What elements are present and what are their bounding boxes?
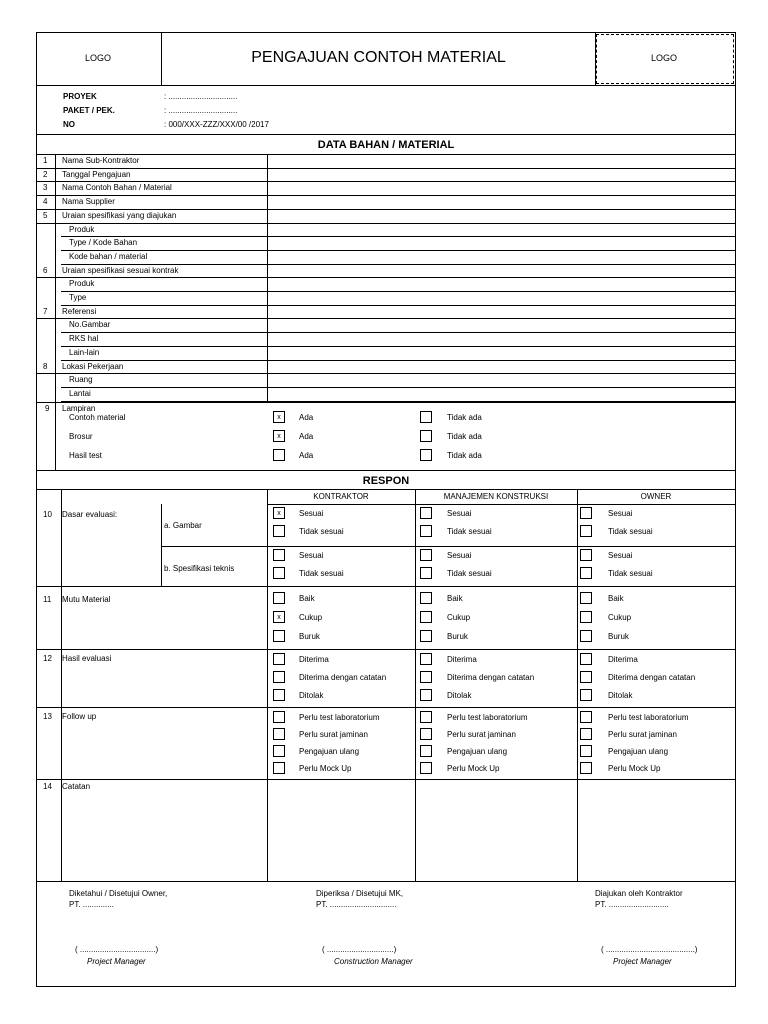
- checkbox-hasil-evaluasi[interactable]: [273, 671, 285, 683]
- row-value-field[interactable]: [269, 361, 729, 372]
- meta-label-no: NO: [63, 120, 75, 129]
- catatan-field[interactable]: [65, 793, 725, 873]
- checkbox-sesuai[interactable]: [580, 507, 592, 519]
- row-value-field[interactable]: [269, 182, 729, 193]
- option-hasil-label: Diterima: [447, 655, 477, 664]
- option-hasil-label: Ditolak: [299, 691, 324, 700]
- option-tidak-ada-label: Tidak ada: [447, 451, 482, 460]
- page-title: PENGAJUAN CONTOH MATERIAL: [251, 49, 506, 66]
- option-follow-up-label: Perlu Mock Up: [447, 764, 500, 773]
- row-label: Type: [69, 293, 87, 302]
- row-value-field[interactable]: [269, 265, 729, 276]
- row-label: RKS hal: [69, 334, 99, 344]
- checkbox-tidak-sesuai[interactable]: [273, 567, 285, 579]
- signature-0-role: Project Manager: [87, 957, 146, 966]
- option-tidak-ada-label: Tidak ada: [447, 413, 482, 422]
- option-sesuai-label: Sesuai: [608, 509, 633, 518]
- row-10-sub-a: a. Gambar: [164, 521, 202, 530]
- option-sesuai-label: Sesuai: [299, 551, 324, 560]
- option-follow-up-label: Pengajuan ulang: [447, 747, 508, 756]
- row-value-field[interactable]: [269, 333, 729, 344]
- checkbox-follow-up[interactable]: [273, 745, 285, 757]
- option-hasil-label: Diterima: [608, 655, 638, 664]
- option-ada-label: Ada: [299, 432, 314, 441]
- lampiran-item-label: Brosur: [69, 432, 93, 441]
- option-hasil-label: Ditolak: [608, 691, 633, 700]
- option-follow-up-label: Perlu test laboratorium: [299, 713, 380, 722]
- row-label: Tanggal Pengajuan: [62, 169, 131, 179]
- option-mutu-label: Buruk: [299, 632, 320, 641]
- option-tidak-sesuai-label: Tidak sesuai: [299, 569, 344, 578]
- checkbox-hasil-evaluasi[interactable]: [580, 671, 592, 683]
- checkbox-ada[interactable]: x: [273, 430, 285, 442]
- logo-right: LOGO: [651, 53, 678, 63]
- checkbox-hasil-evaluasi[interactable]: [273, 689, 285, 701]
- checkbox-mutu[interactable]: [580, 630, 592, 642]
- signature-2-line2: PT. ...........................: [595, 900, 669, 909]
- checkbox-sesuai[interactable]: [273, 549, 285, 561]
- row-label: Referensi: [62, 306, 97, 316]
- checkbox-sesuai[interactable]: [420, 507, 432, 519]
- checkbox-tidak-ada[interactable]: [420, 449, 432, 461]
- row-10-label: Dasar evaluasi:: [62, 510, 118, 519]
- checkbox-mutu[interactable]: [580, 611, 592, 623]
- row-value-field[interactable]: [269, 224, 729, 235]
- option-sesuai-label: Sesuai: [447, 509, 472, 518]
- option-hasil-label: Ditolak: [447, 691, 472, 700]
- checkbox-hasil-evaluasi[interactable]: [420, 671, 432, 683]
- row-value-field[interactable]: [269, 347, 729, 358]
- signature-2-blank[interactable]: ( ........................................): [601, 945, 698, 954]
- row-value-field[interactable]: [269, 292, 729, 303]
- row-value-field[interactable]: [269, 155, 729, 166]
- row-label: Lain-lain: [69, 347, 100, 357]
- signature-1-blank[interactable]: ( ..............................): [322, 945, 397, 954]
- row-12-label: Hasil evaluasi: [62, 654, 112, 663]
- option-follow-up-label: Perlu test laboratorium: [447, 713, 528, 722]
- signature-1-line2: PT. ..............................: [316, 900, 397, 909]
- signature-0-blank[interactable]: ( ..................................): [75, 945, 159, 954]
- checkbox-tidak-ada[interactable]: [420, 411, 432, 423]
- row-number: 6: [43, 265, 48, 275]
- row-value-field[interactable]: [269, 319, 729, 330]
- row-13-label: Follow up: [62, 712, 97, 721]
- row-11-number: 11: [43, 595, 52, 604]
- signature-0-line2: PT. ..............: [69, 900, 114, 909]
- row-value-field[interactable]: [269, 278, 729, 289]
- column-manajemen-konstruksi: MANAJEMEN KONSTRUKSI: [443, 492, 549, 501]
- row-number: 1: [43, 156, 48, 165]
- option-hasil-label: Diterima dengan catatan: [608, 673, 696, 682]
- option-ada-label: Ada: [299, 413, 314, 422]
- checkbox-hasil-evaluasi[interactable]: [273, 653, 285, 665]
- row-value-field[interactable]: [269, 388, 729, 399]
- row-9-label: Lampiran: [62, 404, 96, 413]
- row-number: 3: [43, 183, 48, 193]
- lampiran-item-label: Hasil test: [69, 451, 102, 460]
- option-mutu-label: Cukup: [299, 613, 323, 622]
- row-value-field[interactable]: [269, 237, 729, 248]
- checkbox-follow-up[interactable]: [273, 711, 285, 723]
- option-follow-up-label: Perlu surat jaminan: [608, 730, 677, 739]
- row-number: 2: [43, 169, 48, 179]
- option-tidak-sesuai-label: Tidak sesuai: [447, 527, 492, 536]
- signature-0-line1: Diketahui / Disetujui Owner,: [69, 889, 168, 898]
- option-hasil-label: Diterima dengan catatan: [447, 673, 535, 682]
- option-follow-up-label: Perlu Mock Up: [608, 764, 661, 773]
- row-14-number: 14: [43, 782, 52, 791]
- row-label: Nama Sub-Kontraktor: [62, 156, 140, 165]
- section-data-material-title: DATA BAHAN / MATERIAL: [317, 139, 455, 151]
- row-13-number: 13: [43, 712, 52, 721]
- row-label: No.Gambar: [69, 320, 111, 330]
- checkbox-ada[interactable]: x: [273, 411, 285, 423]
- checkbox-hasil-evaluasi[interactable]: [580, 653, 592, 665]
- column-owner: OWNER: [640, 492, 672, 501]
- signature-2-line1: Diajukan oleh Kontraktor: [595, 889, 683, 898]
- checkbox-tidak-sesuai[interactable]: [420, 525, 432, 537]
- meta-label-paket: PAKET / PEK.: [63, 106, 115, 115]
- option-tidak-ada-label: Tidak ada: [447, 432, 482, 441]
- option-follow-up-label: Perlu surat jaminan: [447, 730, 516, 739]
- meta-value-proyek[interactable]: : ...............................: [164, 92, 238, 101]
- row-value-field[interactable]: [269, 210, 729, 221]
- checkbox-hasil-evaluasi[interactable]: [420, 689, 432, 701]
- checkbox-sesuai[interactable]: x: [273, 507, 285, 519]
- checkbox-sesuai[interactable]: [580, 549, 592, 561]
- checkbox-sesuai[interactable]: [420, 549, 432, 561]
- checkbox-mutu[interactable]: [273, 592, 285, 604]
- option-follow-up-label: Perlu Mock Up: [299, 764, 352, 773]
- option-tidak-sesuai-label: Tidak sesuai: [608, 527, 653, 536]
- section-respon-title: RESPON: [362, 475, 410, 487]
- checkbox-mutu[interactable]: [420, 630, 432, 642]
- row-label: Lantai: [69, 388, 91, 398]
- option-ada-label: Ada: [299, 451, 314, 460]
- option-mutu-label: Baik: [447, 594, 463, 603]
- checkbox-follow-up[interactable]: [580, 711, 592, 723]
- row-value-field[interactable]: [269, 196, 729, 207]
- row-9-number: 9: [45, 404, 50, 413]
- row-value-field[interactable]: [269, 251, 729, 262]
- row-label: Uraian spesifikasi sesuai kontrak: [62, 265, 179, 275]
- row-number: 8: [43, 361, 48, 371]
- signature-1-role: Construction Manager: [334, 957, 413, 966]
- option-tidak-sesuai-label: Tidak sesuai: [608, 569, 653, 578]
- option-tidak-sesuai-label: Tidak sesuai: [299, 527, 344, 536]
- row-label: Nama Contoh Bahan / Material: [62, 183, 172, 193]
- option-mutu-label: Cukup: [608, 613, 632, 622]
- checkbox-ada[interactable]: [273, 449, 285, 461]
- row-11-label: Mutu Material: [62, 595, 111, 604]
- option-follow-up-label: Pengajuan ulang: [608, 747, 669, 756]
- option-mutu-label: Buruk: [447, 632, 468, 641]
- option-sesuai-label: Sesuai: [299, 509, 324, 518]
- row-10-number: 10: [43, 510, 52, 519]
- checkbox-follow-up[interactable]: [420, 728, 432, 740]
- checkbox-follow-up[interactable]: [580, 762, 592, 774]
- checkbox-follow-up[interactable]: [580, 745, 592, 757]
- signature-1-line1: Diperiksa / Disetujui MK,: [316, 889, 404, 898]
- row-label: Type / Kode Bahan: [69, 238, 138, 248]
- checkbox-follow-up[interactable]: [580, 728, 592, 740]
- checkbox-follow-up[interactable]: [273, 728, 285, 740]
- checkbox-mutu[interactable]: [273, 630, 285, 642]
- checkbox-follow-up[interactable]: [420, 711, 432, 723]
- option-hasil-label: Diterima dengan catatan: [299, 673, 387, 682]
- option-mutu-label: Baik: [299, 594, 315, 603]
- option-follow-up-label: Pengajuan ulang: [299, 747, 360, 756]
- option-sesuai-label: Sesuai: [608, 551, 633, 560]
- checkbox-mutu[interactable]: [420, 592, 432, 604]
- checkbox-mutu[interactable]: x: [273, 611, 285, 623]
- row-label: Produk: [69, 224, 95, 234]
- option-hasil-label: Diterima: [299, 655, 329, 664]
- checkbox-mutu[interactable]: [580, 592, 592, 604]
- material-submission-form: [36, 32, 736, 987]
- option-follow-up-label: Perlu test laboratorium: [608, 713, 689, 722]
- option-tidak-sesuai-label: Tidak sesuai: [447, 569, 492, 578]
- option-follow-up-label: Perlu surat jaminan: [299, 730, 368, 739]
- checkbox-tidak-sesuai[interactable]: [580, 525, 592, 537]
- row-number: 7: [43, 306, 48, 316]
- checkbox-follow-up[interactable]: [273, 762, 285, 774]
- checkbox-follow-up[interactable]: [420, 762, 432, 774]
- row-number: 5: [43, 210, 48, 220]
- checkbox-follow-up[interactable]: [420, 745, 432, 757]
- option-sesuai-label: Sesuai: [447, 551, 472, 560]
- row-label: Lokasi Pekerjaan: [62, 361, 124, 371]
- row-12-number: 12: [43, 654, 52, 663]
- checkbox-tidak-sesuai[interactable]: [580, 567, 592, 579]
- row-label: Ruang: [69, 375, 93, 385]
- row-label: Uraian spesifikasi yang diajukan: [62, 210, 177, 220]
- row-value-field[interactable]: [269, 374, 729, 385]
- row-label: Nama Supplier: [62, 197, 115, 207]
- row-label: Kode bahan / material: [69, 251, 148, 261]
- row-10-sub-b: b. Spesifikasi teknis: [164, 564, 235, 573]
- option-mutu-label: Buruk: [608, 632, 629, 641]
- meta-value-paket[interactable]: : ...............................: [164, 106, 238, 115]
- row-label: Produk: [69, 279, 95, 289]
- option-mutu-label: Cukup: [447, 613, 471, 622]
- checkbox-hasil-evaluasi[interactable]: [420, 653, 432, 665]
- column-kontraktor: KONTRAKTOR: [313, 492, 369, 501]
- row-14-label: Catatan: [62, 782, 91, 791]
- lampiran-item-label: Contoh material: [69, 413, 126, 422]
- meta-label-proyek: PROYEK: [63, 92, 97, 101]
- checkbox-hasil-evaluasi[interactable]: [580, 689, 592, 701]
- meta-value-no[interactable]: : 000/XXX-ZZZ/XXX/00 /2017: [164, 120, 269, 129]
- row-value-field[interactable]: [269, 306, 729, 317]
- logo-left: LOGO: [85, 53, 112, 63]
- checkbox-tidak-sesuai[interactable]: [273, 525, 285, 537]
- option-mutu-label: Baik: [608, 594, 624, 603]
- checkbox-mutu[interactable]: [420, 611, 432, 623]
- checkbox-tidak-ada[interactable]: [420, 430, 432, 442]
- signature-2-role: Project Manager: [613, 957, 672, 966]
- row-number: 4: [43, 197, 48, 207]
- checkbox-tidak-sesuai[interactable]: [420, 567, 432, 579]
- row-value-field[interactable]: [269, 169, 729, 180]
